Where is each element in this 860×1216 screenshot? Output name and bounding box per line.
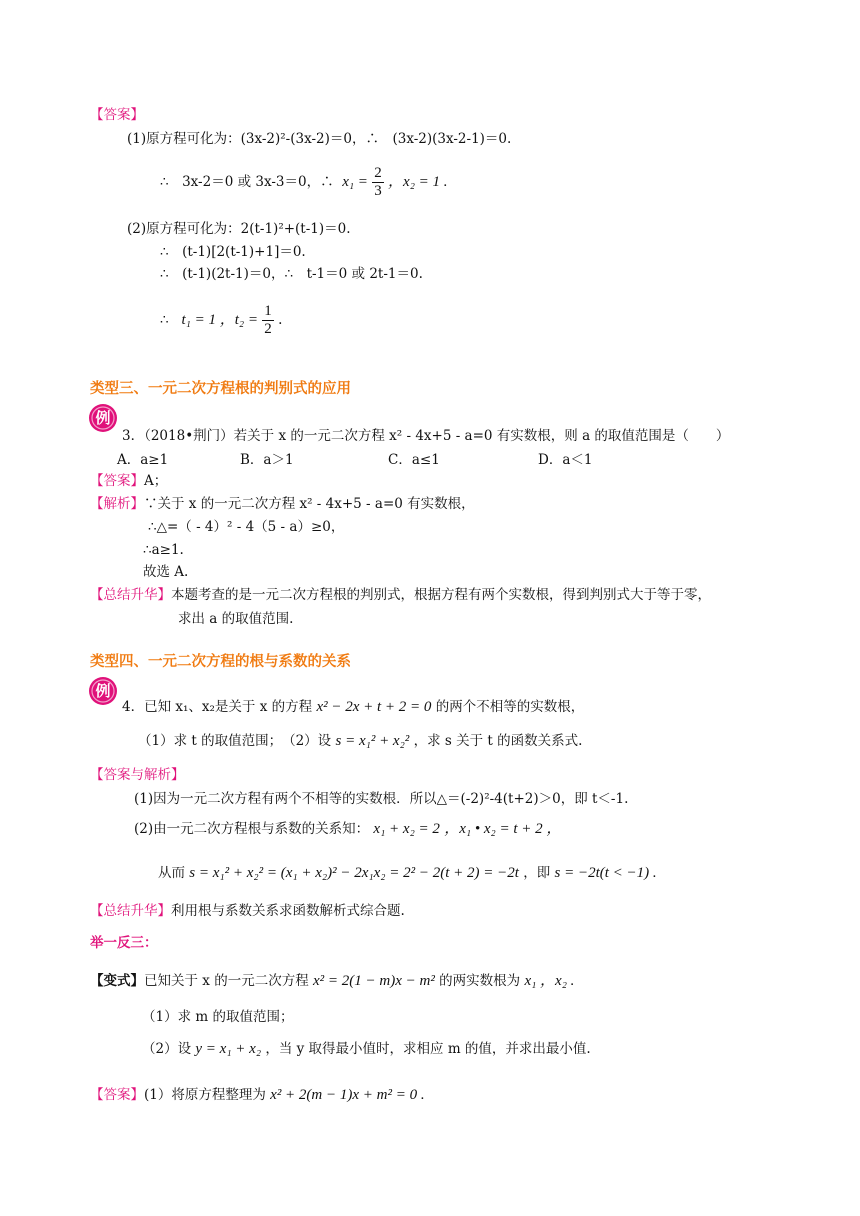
variant-question — [90, 972, 574, 990]
variant-answer — [90, 1086, 425, 1104]
summary-tag: 【总结升华】 — [90, 587, 171, 603]
solution-line-2 — [134, 820, 561, 838]
section-heading-type4: 类型四、一元二次方程的根与系数的关系 — [90, 654, 351, 670]
answer-line-5: ∴ (t-1)(2t-1)＝0，∴ t-1＝0 或 2t-1＝0. — [160, 266, 423, 282]
example-badge-icon — [88, 403, 118, 433]
variant-answer-pre: (1）将原方程整理为 — [144, 1087, 266, 1103]
analysis-line-4: 故选 A. — [143, 564, 189, 580]
analysis-tag: 【解析】 — [90, 496, 144, 512]
answer-tag: 【答案】 — [90, 107, 144, 123]
answer-line-1: (1)原方程可化为：(3x-2)²-(3x-2)＝0，∴ (3x-2)(3x-2-1)＝0. — [127, 131, 512, 147]
section-heading-type3: 类型三、一元二次方程根的判别式的应用 — [90, 381, 351, 397]
analysis-line-2: ∴△=（ - 4）² - 4（5 - a）≥0， — [148, 519, 345, 535]
example-badge-label: 例 — [95, 409, 111, 427]
question-3: 3．（2018•荆门）若关于 x 的一元二次方程 x² - 4x+5 - a=0 有实数根，则 a 的取值范围是（ ） — [122, 428, 730, 444]
summary-line-1: 本题考查的是一元二次方程根的判别式，根据方程有两个实数根，得到判别式大于等于零， — [171, 587, 711, 603]
example-badge-icon — [88, 676, 118, 706]
variant-tag: 【变式】 — [90, 973, 144, 989]
answer-row — [90, 472, 167, 490]
answer-text: A； — [144, 473, 168, 489]
question-4-parts-post: ，求 s 关于 t 的函数关系式. — [413, 733, 583, 749]
summary-row — [90, 586, 711, 604]
product-of-roots: ，x₁ • x₂ = t + 2 ， — [444, 821, 562, 837]
s-definition: s = x₁² + x₂² — [335, 733, 410, 749]
t-solutions: t₁ = 1 ，t₂ = — [181, 312, 258, 328]
s-result: s = −2t(t < −1) . — [554, 865, 657, 881]
summary-text: 利用根与系数关系求函数解析式综合题. — [171, 903, 405, 919]
fraction-one-half — [262, 303, 274, 338]
answer-analysis-tag: 【答案与解析】 — [90, 767, 185, 783]
summary-tag: 【总结升华】 — [90, 903, 171, 919]
fraction-two-thirds — [372, 165, 384, 200]
variant-equation: x² = 2(1 − m)x − m² — [313, 973, 435, 989]
variant-pre: 已知关于 x 的一元二次方程 — [144, 973, 309, 989]
analysis-line-3: ∴a≥1. — [143, 542, 184, 558]
variant-post: 的两实数根为 — [439, 973, 521, 989]
option-c: C．a≤1 — [388, 452, 440, 468]
solution-line-3-mid: ，即 — [523, 865, 551, 881]
x1-eq: x₁ = — [342, 174, 368, 190]
solution-line-3 — [158, 864, 657, 882]
option-b: B．a＞1 — [240, 452, 294, 468]
sum-of-roots: x₁ + x₂ = 2 — [373, 821, 440, 837]
fraction-numerator: 1 — [264, 303, 272, 319]
variant-part-2 — [142, 1040, 591, 1058]
fraction-denominator: 3 — [374, 183, 382, 199]
y-definition: y = x₁ + x₂ — [195, 1041, 262, 1057]
therefore-sign: ∴ — [160, 312, 169, 328]
question-4 — [122, 698, 584, 716]
practice-heading: 举一反三： — [90, 935, 158, 951]
answer-line-3: (2)原方程可化为：2(t-1)²+(t-1)＝0. — [127, 221, 351, 237]
answer-line-6 — [160, 302, 282, 338]
question-4-equation: x² − 2x + t + 2 = 0 — [316, 699, 432, 715]
option-d: D．a＜1 — [538, 452, 593, 468]
solution-line-2-pre: (2)由一元二次方程根与系数的关系知： — [134, 821, 370, 837]
fraction-numerator: 2 — [374, 165, 382, 181]
question-4-pre: 4．已知 x₁、x₂是关于 x 的方程 — [122, 699, 313, 715]
fraction-denominator: 2 — [264, 321, 272, 337]
answer-line-2-text: ∴ 3x-2＝0 或 3x-3＝0，∴ — [160, 174, 334, 190]
variant-part-2-post: ，当 y 取得最小值时，求相应 m 的值，并求出最小值. — [265, 1041, 591, 1057]
analysis-row — [90, 495, 475, 513]
summary-line-2: 求出 a 的取值范围. — [178, 611, 294, 627]
question-4-post: 的两个不相等的实数根， — [435, 699, 585, 715]
answer-tag: 【答案】 — [90, 473, 144, 489]
example-badge-label: 例 — [95, 682, 111, 700]
answer-tag: 【答案】 — [90, 1087, 144, 1103]
variant-answer-equation: x² + 2(m − 1)x + m² = 0 . — [270, 1087, 425, 1103]
variant-part-2-pre: （2）设 — [142, 1041, 192, 1057]
variant-part-1: （1）求 m 的取值范围； — [142, 1009, 294, 1025]
question-4-parts — [138, 732, 582, 750]
variant-roots: x₁ ，x₂ . — [524, 973, 575, 989]
solution-line-1: (1)因为一元二次方程有两个不相等的实数根．所以△＝(-2)²-4(t+2)＞0，即 t＜-1. — [134, 791, 629, 807]
option-a: A．a≥1 — [117, 452, 169, 468]
answer-line-4: ∴ (t-1)[2(t-1)+1]＝0. — [160, 244, 306, 260]
period: . — [278, 312, 283, 328]
x2-eq: ，x₂ = 1 . — [388, 174, 448, 190]
solution-line-3-pre: 从而 — [158, 865, 185, 881]
answer-line-2 — [160, 164, 448, 200]
question-4-parts-pre: （1）求 t 的取值范围； （2）设 — [138, 733, 332, 749]
summary-row — [90, 902, 405, 920]
analysis-line-1: ∵关于 x 的一元二次方程 x² - 4x+5 - a=0 有实数根， — [144, 496, 475, 512]
s-derivation: s = x₁² + x₂² = (x₁ + x₂)² − 2x₁x₂ = 2² − 2(t + 2) = −2t — [189, 865, 519, 881]
